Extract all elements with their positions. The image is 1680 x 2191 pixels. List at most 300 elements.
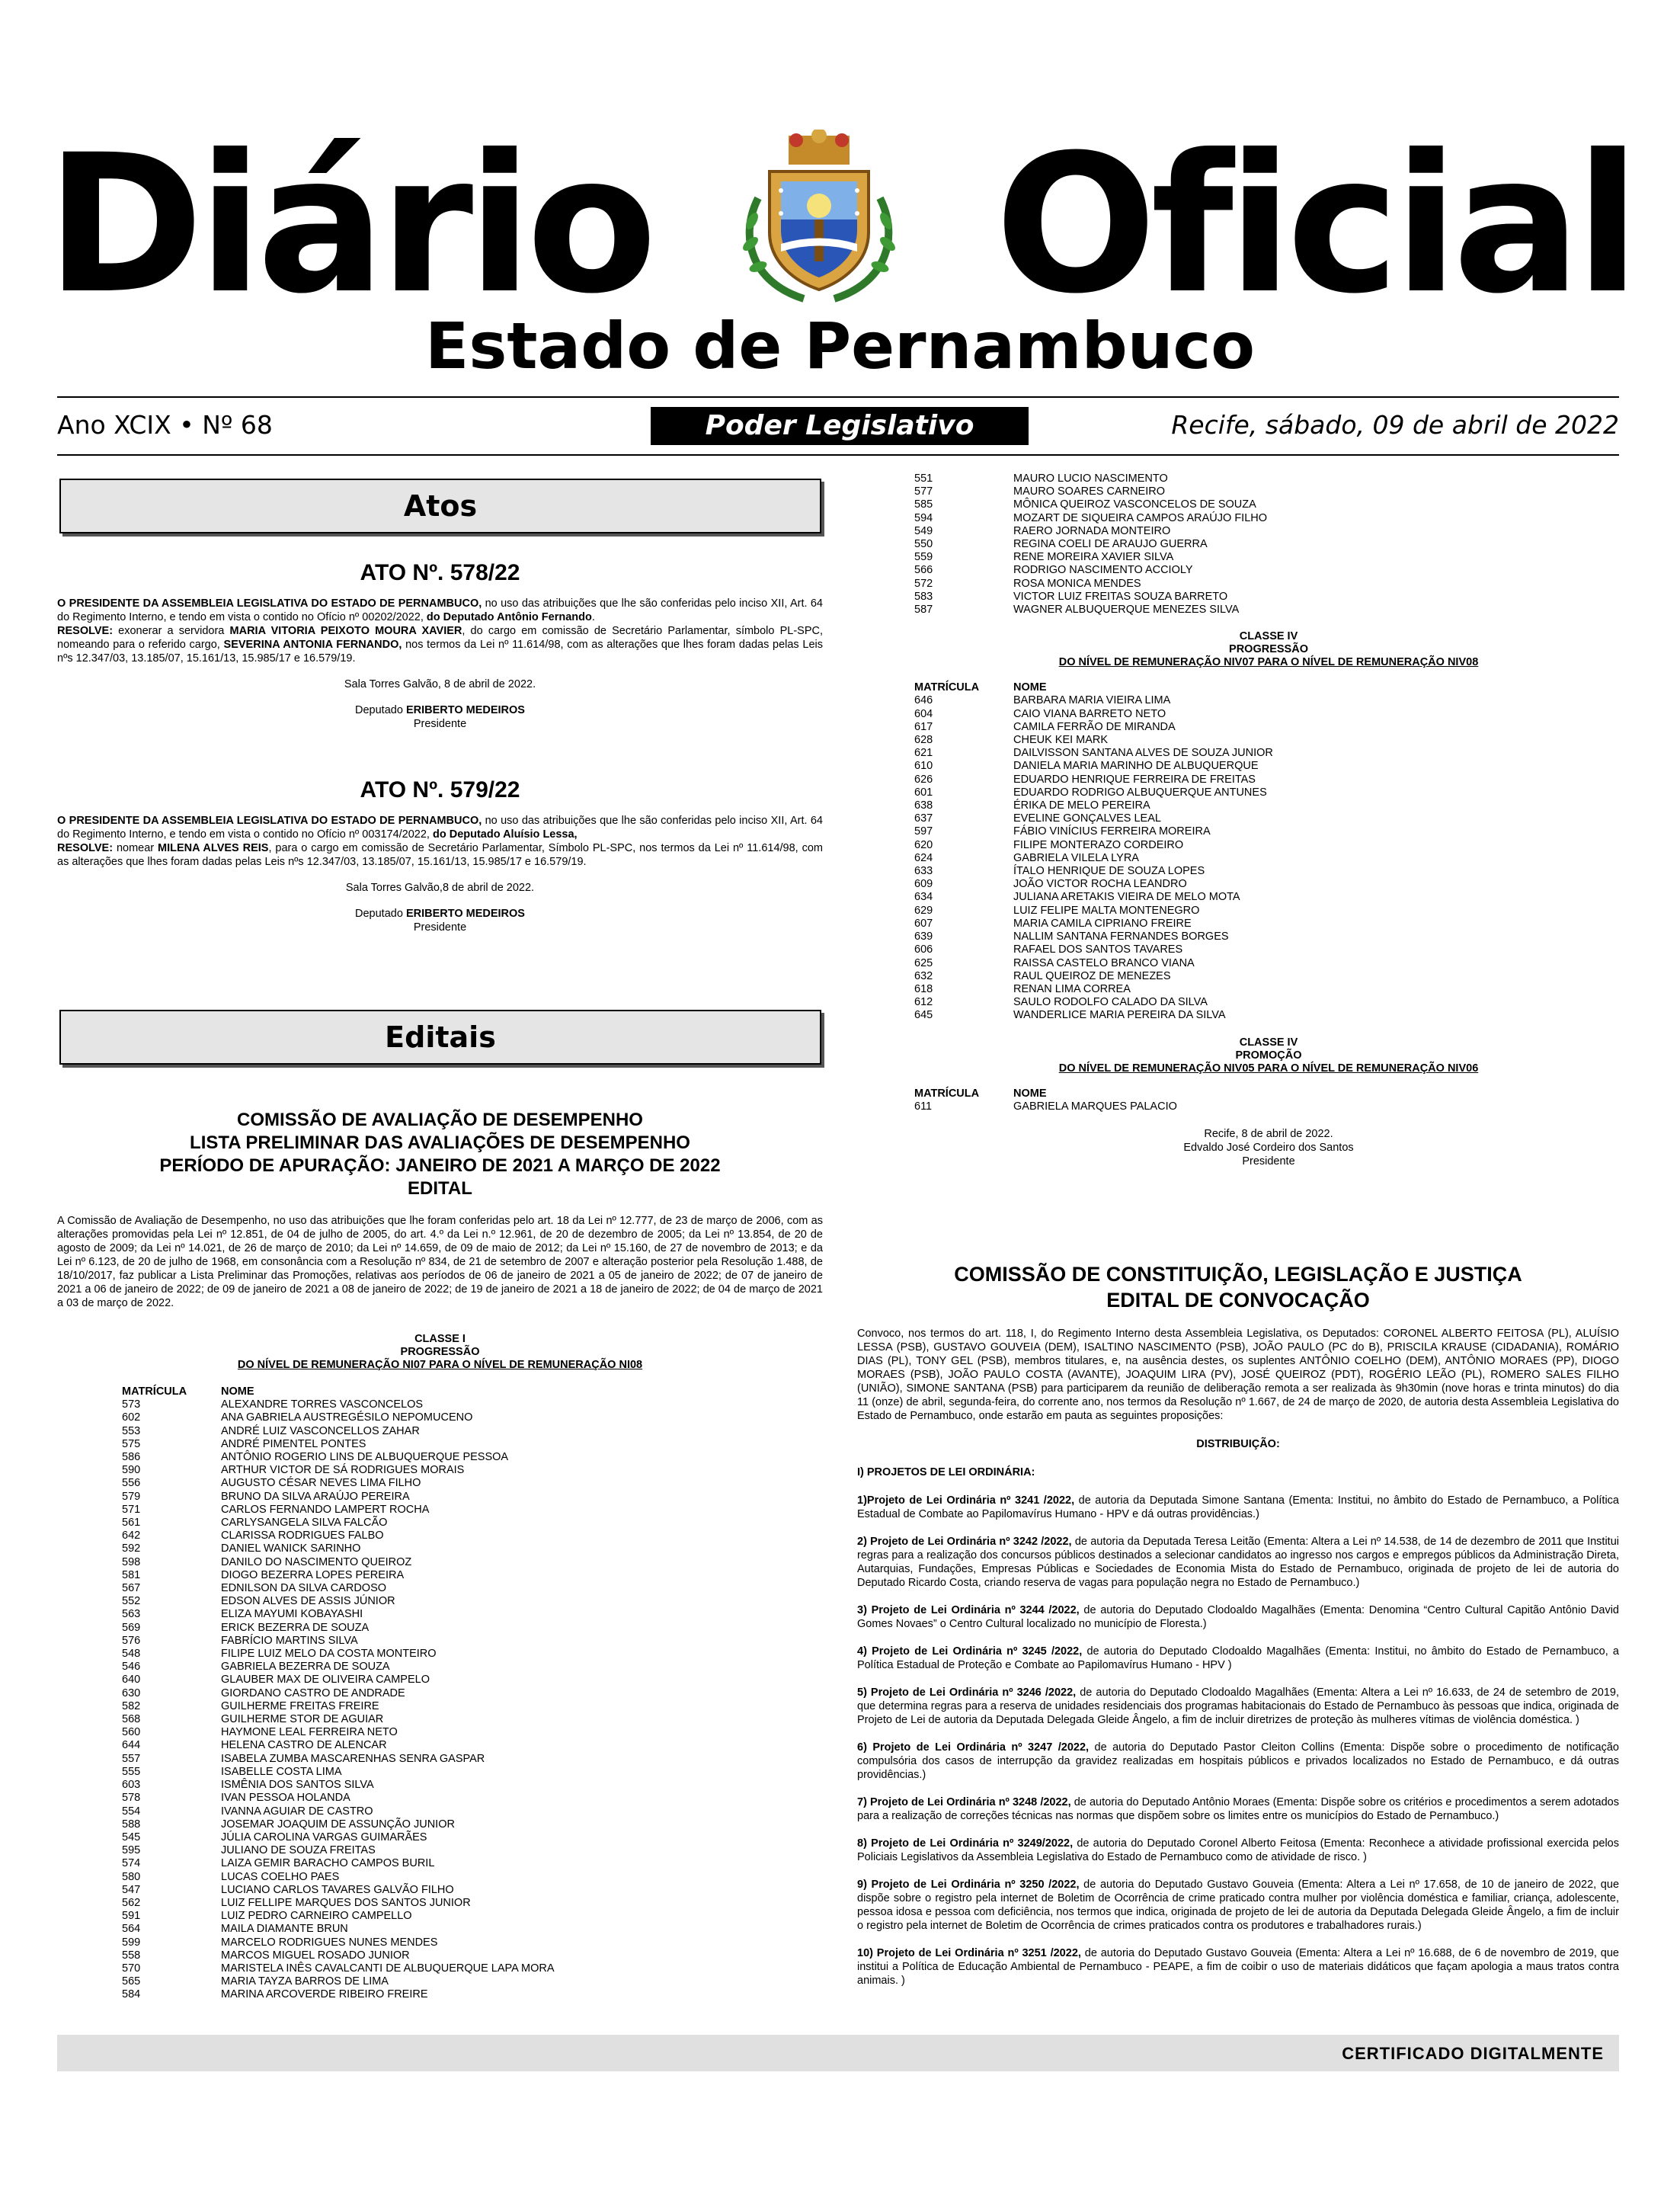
matricula: 575 <box>122 1437 141 1450</box>
roster-row <box>122 1542 823 1555</box>
matricula: 579 <box>122 1490 141 1503</box>
projeto-item: 5) Projeto de Lei Ordinária nº 3246 /2022, de autoria do Deputado Clodoaldo Magalhães (Ementa: Altera a Lei nº 16.633, de 24 de setembro de 2019, que determina regras para a reserva de unidades residenciais dos programas habitacionais do Estado de Pernambuco às pessoas que indica, originada de Projeto de Lei de autoria da Deputada Delegada Gleide Ângelo, a fim de incluir diretrizes de proteção às mulheres vítimas de violência doméstica. ) <box>857 1686 1619 1726</box>
nome: CAIO VIANA BARRETO NETO <box>1013 707 1166 720</box>
matricula: 554 <box>122 1805 141 1818</box>
nome: VICTOR LUIZ FREITAS SOUZA BARRETO <box>1013 590 1228 603</box>
matricula: 604 <box>914 707 933 720</box>
nome: ANDRÉ PIMENTEL PONTES <box>221 1437 366 1450</box>
matricula: 568 <box>122 1713 141 1726</box>
roster-row <box>122 1504 823 1517</box>
roster-row <box>122 1425 823 1438</box>
convocacao-title-1: COMISSÃO DE CONSTITUIÇÃO, LEGISLAÇÃO E JUSTIÇA <box>954 1263 1522 1286</box>
nome: CHEUK KEI MARK <box>1013 734 1109 747</box>
nome: LAIZA GEMIR BARACHO CAMPOS BURIL <box>221 1857 435 1870</box>
class4b-label: CLASSE IV <box>1239 1036 1298 1049</box>
nome: NALLIM SANTANA FERNANDES BORGES <box>1013 931 1229 943</box>
roster-row <box>914 799 1623 812</box>
matricula: 645 <box>914 1009 933 1022</box>
closing-name: Edvaldo José Cordeiro dos Santos <box>1183 1141 1354 1154</box>
roster-row <box>122 1398 823 1411</box>
roster-row <box>122 1884 823 1897</box>
nome: EDSON ALVES DE ASSIS JÚNIOR <box>221 1595 395 1608</box>
nome: ROSA MONICA MENDES <box>1013 577 1141 590</box>
matricula: 618 <box>914 982 933 995</box>
roster-row <box>914 774 1623 786</box>
nome: BARBARA MARIA VIEIRA LIMA <box>1013 694 1171 707</box>
matricula: 599 <box>122 1936 141 1949</box>
nome: MAURO SOARES CARNEIRO <box>1013 485 1165 498</box>
roster-row <box>122 1818 823 1831</box>
matricula: 563 <box>122 1608 141 1621</box>
nome: GLAUBER MAX DE OLIVEIRA CAMPELO <box>221 1674 430 1686</box>
matricula: 617 <box>914 720 933 733</box>
roster-row <box>914 839 1623 852</box>
edital-title-1: COMISSÃO DE AVALIAÇÃO DE DESEMPENHO <box>237 1110 643 1130</box>
matricula: 569 <box>122 1621 141 1634</box>
class4a-header <box>914 630 1623 669</box>
roster-row <box>122 1831 823 1844</box>
roster-row <box>122 1910 823 1923</box>
roster-row <box>914 918 1623 931</box>
roster-row <box>122 1648 823 1661</box>
masthead-subtitle: Estado de Pernambuco <box>424 309 1256 383</box>
roster-row <box>122 1792 823 1805</box>
matricula: 612 <box>914 996 933 1009</box>
roster-row <box>122 1739 823 1752</box>
ato-578-signer: Deputado ERIBERTO MEDEIROS Presidente <box>355 704 525 730</box>
nome: CAMILA FERRÃO DE MIRANDA <box>1013 720 1176 733</box>
matricula: 639 <box>914 931 933 943</box>
roster-row <box>914 983 1623 996</box>
nome: MOZART DE SIQUEIRA CAMPOS ARAÚJO FILHO <box>1013 511 1268 524</box>
matricula: 640 <box>122 1674 141 1686</box>
nome: ARTHUR VICTOR DE SÁ RODRIGUES MORAIS <box>221 1464 465 1477</box>
ato-579 <box>57 777 823 934</box>
matricula: 591 <box>122 1910 141 1923</box>
title-oficial: Oficial <box>994 114 1634 335</box>
roster-row <box>914 943 1623 956</box>
matricula: 549 <box>914 524 933 537</box>
matricula: 592 <box>122 1542 141 1555</box>
convocacao-intro: Convoco, nos termos do art. 118, I, do Regimento Interno desta Assembleia Legislativa, os Deputados: CORONEL ALBERTO FEITOSA (PL), ALUÍSIO LESSA (PSB), GUSTAVO GOUVEIA (DEM), ISALTINO NASCIMENTO (PSB), JOÃO PAULO (PC do B), PRISCILA KRAUSE (CIDADANIA), ROMÁRIO DIAS (PL), TONY GEL (PSB), membros titulares, e, na ausência destes, os suplentes ANTÔNIO COELHO (DEM), ANTÔNIO MORAES (PP), DIOGO MORAES (PSB), JOÃO PAULO COSTA (AVANTE), JOAQUIM LIRA (PV), JOSÉ QUEIROZ (PDT), ROGÉRIO LEÃO (PL), ROMERO SALES FILHO (UNIÃO), SIMONE SANTANA (PSB) para participarem da reunião de deliberação remota a ser realizada às 9h30min (nove horas e trinta minutos) do dia 11 (onze) de abril, segunda-feira, do corrente ano, nos termos da Resolução nº 1.667, de 24 de março de 2020, de autoria desta Assembleia Legislativa do Estado de Pernambuco, onde estarão em pauta as seguintes proposições: <box>857 1328 1619 1422</box>
matricula: 637 <box>914 812 933 825</box>
nome: MÔNICA QUEIROZ VASCONCELOS DE SOUZA <box>1013 498 1256 511</box>
roster-row <box>122 1923 823 1936</box>
class4a-label: CLASSE IV <box>1239 630 1298 643</box>
roster-row <box>122 1844 823 1857</box>
class1-roster-header: MATRÍCULA NOME <box>122 1385 254 1398</box>
nome: RAISSA CASTELO BRANCO VIANA <box>1013 956 1195 969</box>
projetos-list <box>857 1494 1619 1988</box>
matricula: 633 <box>914 865 933 878</box>
matricula: 582 <box>122 1699 141 1712</box>
nome: FILIPE LUIZ MELO DA COSTA MONTEIRO <box>221 1648 437 1661</box>
matricula: 560 <box>122 1726 141 1739</box>
nome: GABRIELA BEZERRA DE SOUZA <box>221 1661 390 1674</box>
nome: RENAN LIMA CORREA <box>1013 982 1131 995</box>
matricula: 607 <box>914 917 933 930</box>
class1-kind: PROGRESSÃO <box>400 1346 480 1358</box>
roster-row <box>914 891 1623 904</box>
roster-row <box>122 1582 823 1595</box>
matricula: 642 <box>122 1530 141 1542</box>
nome: RAUL QUEIROZ DE MENEZES <box>1013 969 1171 982</box>
roster-row <box>122 1766 823 1779</box>
nome: FILIPE MONTERAZO CORDEIRO <box>1013 838 1184 851</box>
matricula: 576 <box>122 1634 141 1647</box>
roster-row <box>122 1674 823 1686</box>
projeto-item: 1)Projeto de Lei Ordinária nº 3241 /2022, de autoria da Deputada Simone Santana (Ementa: Institui, no âmbito do Estado de Pernambuco, a Política Estadual de Combate ao Papilomavírus Humano - HPV e dá outras providências.) <box>857 1494 1619 1520</box>
roster-row <box>914 591 1623 604</box>
roster-row <box>914 825 1623 838</box>
class4a-roster <box>914 681 1623 1022</box>
nome: LUIZ FELIPE MALTA MONTENEGRO <box>1013 904 1200 917</box>
roster-row <box>914 734 1623 747</box>
nome: FABRÍCIO MARTINS SILVA <box>221 1634 358 1647</box>
matricula: 646 <box>914 694 933 707</box>
ato-579-body: O PRESIDENTE DA ASSEMBLEIA LEGISLATIVA DO ESTADO DE PERNAMBUCO, no uso das atribuições que lhe são conferidas pelo inciso XII, Art. 64 do Regimento Interno, e tendo em vista o contido no Ofício nº 003174/2022, do Deputado Aluísio Lessa, RESOLVE: nomear MILENA ALVES REIS, para o cargo em comissão de Secretário Parlamentar, Símbolo PL-SPC, nos termos da Lei nº 11.614/98, com as alterações que lhes foram dadas pelas Leis nºs 12.347/03, 13.185/07, 15.161/13, 15.985/17 e 16.579/19. <box>57 815 823 868</box>
projeto-item: 3) Projeto de Lei Ordinária nº 3244 /2022, de autoria do Deputado Clodoaldo Magalhães (Ementa: Denomina “Centro Cultural Capitão Antônio David Gomes Novaes” o Centro Cultural localizado no município de Floresta.) <box>857 1604 1619 1630</box>
roster-row <box>914 538 1623 551</box>
roster-row <box>914 485 1623 498</box>
matricula: 638 <box>914 799 933 812</box>
nome: JOÃO VICTOR ROCHA LEANDRO <box>1013 878 1187 891</box>
matricula: 584 <box>122 1988 141 2001</box>
matricula: 594 <box>914 511 933 524</box>
roster-row <box>914 931 1623 943</box>
nome: CARLOS FERNANDO LAMPERT ROCHA <box>221 1503 430 1516</box>
class4a-kind: PROGRESSÃO <box>1229 643 1308 656</box>
section-atos: Atos <box>59 479 821 533</box>
nome: IVANNA AGUIAR DE CASTRO <box>221 1805 373 1818</box>
roster-row <box>122 1726 823 1739</box>
matricula: 644 <box>122 1739 141 1752</box>
roster-row <box>122 1635 823 1648</box>
roster-row <box>122 1975 823 1988</box>
masthead-rule-top <box>57 396 1619 398</box>
roster-row <box>122 1897 823 1910</box>
nome: ANTÔNIO ROGERIO LINS DE ALBUQUERQUE PESSOA <box>221 1451 509 1464</box>
matricula: 587 <box>914 604 933 617</box>
nome: WANDERLICE MARIA PEREIRA DA SILVA <box>1013 1009 1226 1022</box>
nome: MAILA DIAMANTE BRUN <box>221 1923 348 1936</box>
class4b-header <box>914 1036 1623 1075</box>
matricula: 562 <box>122 1896 141 1909</box>
nome: CLARISSA RODRIGUES FALBO <box>221 1530 384 1542</box>
matricula: 547 <box>122 1883 141 1896</box>
closing-date: Recife, 8 de abril de 2022. <box>1204 1127 1333 1140</box>
matricula: 580 <box>122 1870 141 1883</box>
matricula: 610 <box>914 760 933 773</box>
roster-row <box>122 1517 823 1530</box>
roster-row <box>122 1779 823 1792</box>
roster-row <box>914 996 1623 1009</box>
matricula: 564 <box>122 1923 141 1936</box>
matricula: 621 <box>914 747 933 760</box>
nome: EVELINE GONÇALVES LEAL <box>1013 812 1161 825</box>
nome: MARISTELA INÊS CAVALCANTI DE ALBUQUERQUE LAPA MORA <box>221 1962 555 1975</box>
matricula: 634 <box>914 891 933 904</box>
roster-row <box>914 578 1623 591</box>
matricula: 553 <box>122 1424 141 1437</box>
masthead-rule-bottom <box>57 454 1619 456</box>
nome: GUILHERME FREITAS FREIRE <box>221 1699 379 1712</box>
ato-579-place: Sala Torres Galvão,8 de abril de 2022. <box>345 882 535 894</box>
roster-row <box>914 1009 1623 1022</box>
ato-578-body: O PRESIDENTE DA ASSEMBLEIA LEGISLATIVA DO ESTADO DE PERNAMBUCO, no uso das atribuições que lhe são conferidas pelo inciso XII, Art. 64 do Regimento Interno, e tendo em vista o contido no Ofício nº 00202/2022, do Deputado Antônio Fernando. RESOLVE: exonerar a servidora MARIA VITORIA PEIXOTO MOURA XAVIER, do cargo em comissão de Secretário Parlamentar, símbolo PL-SPC, nomeando para o referido cargo, SEVERINA ANTONIA FERNANDO, nos termos da Lei nº 11.614/98, com as alterações que lhes foram dadas pelas Leis nºs 12.347/03, 13.185/07, 15.161/13, 15.985/17 e 16.579/19. <box>57 597 824 665</box>
projeto-item: 6) Projeto de Lei Ordinária nº 3247 /2022, de autoria do Deputado Pastor Cleiton Collins (Ementa: Dispõe sobre o procedimento de notificação compulsória dos casos de interrupção da gravidez realizadas em hospitais públicos e privados localizados no Estado de Pernambuco, e dá outras providências.) <box>857 1741 1619 1781</box>
roster-row <box>122 1438 823 1451</box>
nome: MARCELO RODRIGUES NUNES MENDES <box>221 1936 438 1949</box>
nome: GABRIELA MARQUES PALACIO <box>1013 1100 1177 1113</box>
nome: LUCIANO CARLOS TAVARES GALVÃO FILHO <box>221 1883 454 1896</box>
roster-row <box>914 472 1623 485</box>
closing-role: Presidente <box>1242 1155 1295 1168</box>
ato-578 <box>57 560 823 731</box>
nome: JOSEMAR JOAQUIM DE ASSUNÇÃO JUNIOR <box>221 1818 455 1831</box>
roster-row <box>122 1661 823 1674</box>
issue-number: Ano XCIX • Nº 68 <box>57 410 273 440</box>
nome: EDUARDO RODRIGO ALBUQUERQUE ANTUNES <box>1013 786 1267 799</box>
roster-row <box>914 525 1623 538</box>
nome: JULIANA ARETAKIS VIEIRA DE MELO MOTA <box>1013 891 1240 904</box>
edital-convocacao <box>857 1261 1619 2001</box>
class4b-kind: PROMOÇÃO <box>1235 1049 1302 1062</box>
roster-row <box>122 1464 823 1477</box>
roster-row <box>914 812 1623 825</box>
matricula: 559 <box>914 551 933 564</box>
projeto-item: 9) Projeto de Lei Ordinária nº 3250 /2022, de autoria do Deputado Gustavo Gouveia (Ementa: Altera a Lei nº 17.658, de 10 de janeiro de 2022, que dispõe sobre o registro pela internet de Boletim de Ocorrência de crime praticado contra mulher por violência doméstica e familiar, criança, adolescente, pessoa idosa e pessoa com deficiência, nos termos que indica, originada de projeto de lei de autoria da Deputada Delegada Gleide Ângelo, a fim de incluir o registro pela internet de Boletim de Ocorrência de crimes praticados contra os produtores e trabalhadores rurais.) <box>857 1879 1620 1932</box>
issue-date: Recife, sábado, 09 de abril de 2022 <box>1171 410 1619 440</box>
matricula: 601 <box>914 786 933 799</box>
roster-row <box>914 1100 1623 1113</box>
nome: ÉRIKA DE MELO PEREIRA <box>1013 799 1150 812</box>
matricula: 557 <box>122 1752 141 1765</box>
roster-row <box>122 1477 823 1490</box>
matricula: 597 <box>914 825 933 838</box>
matricula: 577 <box>914 485 933 498</box>
matricula: 552 <box>122 1595 141 1608</box>
nome: LUIZ FELLIPE MARQUES DOS SANTOS JUNIOR <box>221 1896 471 1909</box>
ato-578-place: Sala Torres Galvão, 8 de abril de 2022. <box>344 678 536 690</box>
class1-header <box>57 1333 823 1372</box>
matricula: 555 <box>122 1765 141 1778</box>
matricula: 556 <box>122 1477 141 1490</box>
nome: DANIEL WANICK SARINHO <box>221 1542 361 1555</box>
nome: REGINA COELI DE ARAUJO GUERRA <box>1013 538 1208 551</box>
matricula: 570 <box>122 1962 141 1975</box>
matricula: 578 <box>122 1792 141 1805</box>
ato-579-title: ATO Nº. 579/22 <box>360 777 520 802</box>
matricula: 566 <box>914 564 933 577</box>
matricula: 624 <box>914 851 933 864</box>
matricula: 581 <box>122 1568 141 1581</box>
nome: BRUNO DA SILVA ARAÚJO PEREIRA <box>221 1490 410 1503</box>
matricula: 602 <box>122 1411 141 1424</box>
matricula: 546 <box>122 1661 141 1674</box>
matricula: 611 <box>914 1100 933 1113</box>
roster-row <box>914 512 1623 525</box>
matricula: 628 <box>914 734 933 747</box>
nome: MARCOS MIGUEL ROSADO JUNIOR <box>221 1949 410 1962</box>
matricula: 551 <box>914 472 933 485</box>
class4a-roster-header: MATRÍCULA NOME <box>914 681 1047 694</box>
matricula: 595 <box>122 1844 141 1857</box>
class4a-level: DO NÍVEL DE REMUNERAÇÃO NIV07 PARA O NÍVEL DE REMUNERAÇÃO NIV08 <box>1058 656 1479 669</box>
matricula: 550 <box>914 538 933 551</box>
matricula: 574 <box>122 1857 141 1870</box>
roster-row <box>914 957 1623 970</box>
matricula: 572 <box>914 577 933 590</box>
nome: ANDRÉ LUIZ VASCONCELLOS ZAHAR <box>221 1424 420 1437</box>
nome: ELIZA MAYUMI KOBAYASHI <box>221 1608 363 1621</box>
nome: GABRIELA VILELA LYRA <box>1013 851 1139 864</box>
roster-row <box>122 1713 823 1726</box>
matricula: 585 <box>914 498 933 511</box>
nome: RENE MOREIRA XAVIER SILVA <box>1013 551 1174 564</box>
matricula: 583 <box>914 590 933 603</box>
nome: MARIA CAMILA CIPRIANO FREIRE <box>1013 917 1192 930</box>
nome: JÚLIA CAROLINA VARGAS GUIMARÃES <box>221 1831 427 1843</box>
roster-row <box>914 852 1623 865</box>
roster-row <box>914 878 1623 891</box>
roster-row <box>914 564 1623 577</box>
matricula: 567 <box>122 1582 141 1595</box>
matricula: 590 <box>122 1464 141 1477</box>
roster-row <box>122 1687 823 1700</box>
matricula: 588 <box>122 1818 141 1831</box>
state-coat-of-arms-icon <box>735 130 903 305</box>
nome: DAILVISSON SANTANA ALVES DE SOUZA JUNIOR <box>1013 747 1273 760</box>
nome: DIOGO BEZERRA LOPES PEREIRA <box>221 1568 405 1581</box>
right-column-editais <box>914 472 1623 1168</box>
roster-row <box>914 694 1623 707</box>
roster-row <box>122 1451 823 1464</box>
roster-row <box>122 1595 823 1608</box>
roster-row <box>122 1871 823 1884</box>
edital-closing <box>914 1127 1623 1168</box>
title-diario: Diário <box>46 114 651 335</box>
roster-row <box>914 708 1623 721</box>
roster-row <box>122 1530 823 1542</box>
matricula: 565 <box>122 1975 141 1988</box>
nome: IVAN PESSOA HOLANDA <box>221 1792 350 1805</box>
roster-row <box>122 1411 823 1424</box>
roster-row <box>914 905 1623 918</box>
nome: EDUARDO HENRIQUE FERREIRA DE FREITAS <box>1013 773 1256 786</box>
matricula: 609 <box>914 878 933 891</box>
roster-row <box>122 1556 823 1569</box>
nome: EDNILSON DA SILVA CARDOSO <box>221 1582 387 1595</box>
matricula: 603 <box>122 1779 141 1792</box>
roster-row <box>122 1753 823 1766</box>
edital-intro: A Comissão de Avaliação de Desempenho, no uso das atribuições que lhe foram conferidas pelo art. 18 da Lei nº 12.777, de 23 de março de 2006, com as alterações promovidas pela Lei nº 12.851, de 04 de julho de 2005, do art. 4.º da Lei n.º 12.961, de 20 de dezembro de 2005; da Lei nº 13.854, de 20 de agosto de 2009; da Lei nº 14.021, de 26 de março de 2010; da Lei nº 14.659, de 09 de maio de 2012; da Lei nº 15.160, de 27 de novembro de 2013; e da Lei nº 6.123, de 20 de julho de 1968, em consonância com a Resolução nº 834, de 21 de setembro de 2007 e alteração posterior pela Resolução 1.488, de 18/10/2017, faz publicar a Lista Preliminar das Promoções, relativas aos períodos de 06 de janeiro de 2021 a 05 de janeiro de 2022; de 07 de janeiro de 2021 a 06 de janeiro de 2022; de 09 de janeiro de 2021 a 08 de janeiro de 2022; de 19 de janeiro de 2021 a 18 de janeiro de 2022; de 04 de março de 2021 a 03 de março de 2022. <box>57 1215 823 1309</box>
nome: RODRIGO NASCIMENTO ACCIOLY <box>1013 564 1193 577</box>
nome: DANILO DO NASCIMENTO QUEIROZ <box>221 1555 412 1568</box>
matricula: 561 <box>122 1517 141 1530</box>
class1-label: CLASSE I <box>414 1333 466 1345</box>
nome: WAGNER ALBUQUERQUE MENEZES SILVA <box>1013 604 1240 617</box>
nome: MAURO LUCIO NASCIMENTO <box>1013 472 1168 485</box>
matricula: 598 <box>122 1555 141 1568</box>
nome: MARINA ARCOVERDE RIBEIRO FREIRE <box>221 1988 428 2001</box>
projeto-item: 7) Projeto de Lei Ordinária nº 3248 /2022, de autoria do Deputado Antônio Moraes (Ementa: Dispõe sobre os critérios e procedimentos a serem adotados para a realização de correções técnicas nas normas que dispõem sobre os limites entre os municípios do Estado de Pernambuco.) <box>857 1796 1620 1822</box>
matricula: 586 <box>122 1451 141 1464</box>
nome: FÁBIO VINÍCIUS FERREIRA MOREIRA <box>1013 825 1211 838</box>
roster-row <box>914 747 1623 760</box>
projeto-item: 10) Projeto de Lei Ordinária nº 3251 /2022, de autoria do Deputado Gustavo Gouveia (Ementa: Altera a Lei nº 16.688, de 6 de novembro de 2019, que institui a Política de Educação Ambiental de Pernambuco - PEAPE, a fim de coibir o uso de materiais didáticos que façam apologia a maus tratos contra animais. ) <box>857 1947 1619 1987</box>
roster-row <box>914 498 1623 511</box>
projeto-item: 2) Projeto de Lei Ordinária nº 3242 /2022, de autoria da Deputada Teresa Leitão (Ementa: Altera a Lei nº 14.538, de 14 de dezembro de 2011 que Institui regras para a realização dos concursos públicos destinados a selecionar candidatos ao ingresso nos cargos e empregos públicos da Administração Direta, Autarquias, Fundações, Empresas Públicas e Sociedades de Economia Mista do Estado de Pernambuco, originada de projeto de lei de autoria do Deputado Ricardo Costa, criando reserva de vagas para população negra no Estado de Pernambuco.) <box>857 1536 1619 1589</box>
edital-avaliacao <box>57 1109 823 2002</box>
roster-row <box>914 786 1623 799</box>
matricula: 571 <box>122 1503 141 1516</box>
projeto-item: 4) Projeto de Lei Ordinária nº 3245 /2022, de autoria do Deputado Clodoaldo Magalhães (Ementa: Institui, no âmbito do Estado de Pernambuco, a Política Estadual de Proteção e Combate ao Papilomavírus Humano - HPV ) <box>857 1645 1619 1671</box>
projeto-item: 8) Projeto de Lei Ordinária nº 3249/2022, de autoria do Deputado Coronel Alberto Feitosa (Ementa: Reconhece a atividade profissional exercida pelos Policiais Legislativos da Assembleia Legislativa do Estado de Pernambuco como de atividade de risco. ) <box>857 1837 1619 1863</box>
nome: ISABELLE COSTA LIMA <box>221 1765 342 1778</box>
roster-row <box>122 1949 823 1962</box>
nome: HAYMONE LEAL FERREIRA NETO <box>221 1726 398 1739</box>
projetos-heading: I) PROJETOS DE LEI ORDINÁRIA: <box>857 1466 1035 1478</box>
ato-579-signer: Deputado ERIBERTO MEDEIROS Presidente <box>355 908 525 934</box>
roster-row <box>122 1622 823 1635</box>
matricula: 626 <box>914 773 933 786</box>
edital-title-4: EDITAL <box>408 1178 472 1199</box>
nome: ANA GABRIELA AUSTREGÉSILO NEPOMUCENO <box>221 1411 473 1424</box>
matricula: 606 <box>914 943 933 956</box>
nome: AUGUSTO CÉSAR NEVES LIMA FILHO <box>221 1477 421 1490</box>
roster-row <box>914 760 1623 773</box>
section-editais: Editais <box>59 1010 821 1065</box>
nome: JULIANO DE SOUZA FREITAS <box>221 1844 376 1857</box>
nome: ISMÊNIA DOS SANTOS SILVA <box>221 1779 374 1792</box>
nome: SAULO RODOLFO CALADO DA SILVA <box>1013 996 1208 1009</box>
matricula: 573 <box>122 1398 141 1411</box>
ato-578-title: ATO Nº. 578/22 <box>360 560 520 585</box>
roster-row <box>122 1700 823 1713</box>
roster-row <box>914 970 1623 983</box>
roster-row <box>122 1857 823 1870</box>
roster-row <box>122 1805 823 1818</box>
nome: MARIA TAYZA BARROS DE LIMA <box>221 1975 389 1988</box>
nome: ÍTALO HENRIQUE DE SOUZA LOPES <box>1013 865 1205 878</box>
roster-row <box>914 604 1623 617</box>
roster-row <box>914 865 1623 878</box>
matricula: 630 <box>122 1686 141 1699</box>
matricula: 620 <box>914 838 933 851</box>
convocacao-title-2: EDITAL DE CONVOCAÇÃO <box>1106 1289 1370 1312</box>
class4b-roster-header: MATRÍCULA NOME <box>914 1087 1047 1100</box>
nome: ERICK BEZERRA DE SOUZA <box>221 1621 370 1634</box>
nome: RAERO JORNADA MONTEIRO <box>1013 524 1171 537</box>
nome: ALEXANDRE TORRES VASCONCELOS <box>221 1398 424 1411</box>
matricula: 625 <box>914 956 933 969</box>
matricula: 558 <box>122 1949 141 1962</box>
roster-row <box>122 1936 823 1949</box>
nome: ISABELA ZUMBA MASCARENHAS SENRA GASPAR <box>221 1752 485 1765</box>
class1-roster-continued <box>914 472 1623 617</box>
class1-level: DO NÍVEL DE REMUNERAÇÃO NI07 PARA O NÍVEL DE REMUNERAÇÃO NI08 <box>237 1359 643 1371</box>
nome: HELENA CASTRO DE ALENCAR <box>221 1739 387 1752</box>
class4b-roster <box>914 1087 1623 1113</box>
nome: LUCAS COELHO PAES <box>221 1870 340 1883</box>
matricula: 632 <box>914 969 933 982</box>
nome: RAFAEL DOS SANTOS TAVARES <box>1013 943 1183 956</box>
roster-row <box>122 1491 823 1504</box>
edital-title-2: LISTA PRELIMINAR DAS AVALIAÇÕES DE DESEMPENHO <box>190 1132 690 1153</box>
distribuicao-heading: DISTRIBUIÇÃO: <box>1196 1438 1280 1450</box>
matricula: 629 <box>914 904 933 917</box>
